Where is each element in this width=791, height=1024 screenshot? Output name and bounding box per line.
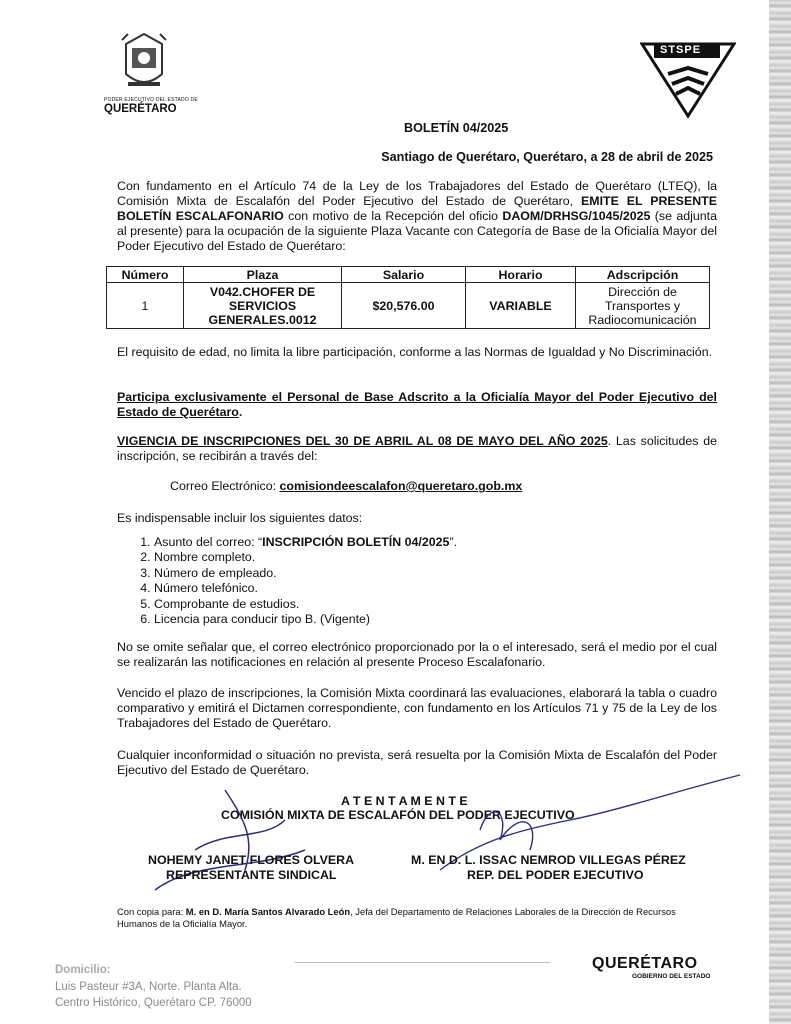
signature-scribble-left bbox=[135, 780, 335, 900]
age-requirement: El requisito de edad, no limita la libre participación, conforme a las Normas de Igualdad y No Discriminación. bbox=[117, 345, 713, 359]
vacancy-table bbox=[106, 266, 710, 329]
footer-logo-subtitle: GOBIERNO DEL ESTADO bbox=[632, 973, 711, 980]
column-header: Horario bbox=[466, 267, 576, 283]
column-header: Número bbox=[107, 267, 184, 283]
cell-adscripcion: Dirección de Transportes y Radiocomunicación bbox=[576, 283, 710, 329]
cc-pre: Con copia para: bbox=[117, 906, 186, 917]
list-item: 5. Comprobante de estudios. bbox=[154, 597, 457, 612]
coat-of-arms-logo bbox=[118, 30, 170, 96]
table-header-row bbox=[107, 267, 710, 283]
intro-paragraph bbox=[117, 179, 717, 254]
left-signatory-name: NOHEMY JANET FLORES OLVERA bbox=[148, 853, 355, 867]
cc-recipient: M. en D. María Santos Alvarado León bbox=[185, 906, 351, 917]
bulletin-title: BOLETÍN 04/2025 bbox=[404, 121, 509, 135]
logo-name: QUERÉTARO bbox=[104, 103, 177, 115]
intro-text-2: con motivo de la Recepción del oficio bbox=[283, 209, 503, 223]
evaluation-paragraph: Vencido el plazo de inscripciones, la Comisión Mixta coordinará las evaluaciones, elaborará la tabla o cuadro comparativo y emitirá el Dictamen correspondiente, con fundamento en los Artículos 71 y 75 de la Ley de los Trabajadores del Estado de Querétaro. bbox=[117, 686, 717, 730]
data-intro: Es indispensable incluir los siguientes datos: bbox=[117, 511, 363, 525]
right-signatory-name: M. EN D. L. ISSAC NEMROD VILLEGAS PÉREZ bbox=[411, 853, 686, 867]
atentamente: A T E N T A M E N T E bbox=[341, 794, 468, 808]
right-signatory-role: REP. DEL PODER EJECUTIVO bbox=[467, 868, 644, 882]
scan-edge-artifact bbox=[769, 0, 791, 1024]
item1-bold: INSCRIPCIÓN BOLETÍN 04/2025 bbox=[262, 535, 450, 549]
vigencia-paragraph bbox=[117, 434, 717, 464]
participation-period: . bbox=[238, 405, 243, 419]
footer-address-line-1: Luis Pasteur #3A, Norte. Planta Alta. bbox=[55, 981, 242, 993]
commission-name: COMISIÓN MIXTA DE ESCALAFÓN DEL PODER EJECUTIVO bbox=[221, 808, 575, 822]
list-item: 3. Número de empleado. bbox=[154, 566, 457, 581]
list-item: 2. Nombre completo. bbox=[154, 550, 457, 565]
participation-text: Participa exclusivamente el Personal de Base Adscrito a la Oficialía Mayor del Poder Ejecutivo del Estado de Querétaro bbox=[117, 390, 717, 419]
email-label: Correo Electrónico: bbox=[170, 479, 280, 493]
vigencia-rest: . Las solicitudes de inscripción, se recibirán a través del: bbox=[117, 434, 717, 463]
item1-post: ”. bbox=[449, 535, 458, 549]
cc-post: , Jefa del Departamento de Relaciones Laborales de la Dirección de Recursos Humanos de la Oficialía Mayor. bbox=[117, 906, 676, 929]
nonconformity-paragraph: Cualquier inconformidad o situación no prevista, será resuelta por la Comisión Mixta de Escalafón del Poder Ejecutivo del Estado de Querétaro. bbox=[117, 748, 717, 777]
footer-address-line-2: Centro Histórico, Querétaro CP. 76000 bbox=[55, 997, 252, 1009]
intro-text-1: Con fundamento en el Artículo 74 de la Ley de los Trabajadores del Estado de Querétaro (LTEQ), la Comisión Mixta de Escalafón del Poder Ejecutivo del Estado de Querétaro, bbox=[117, 179, 717, 208]
footer-domicilio-label: Domicilio: bbox=[55, 964, 111, 976]
cc-note bbox=[117, 906, 717, 930]
column-header: Adscripción bbox=[576, 267, 710, 283]
cell-numero: 1 bbox=[107, 283, 184, 329]
footer-logo-name: QUERÉTARO bbox=[592, 955, 698, 972]
left-signatory-role: REPRESENTANTE SINDICAL bbox=[166, 868, 337, 882]
participation-statement bbox=[117, 390, 717, 420]
stspe-logo-text: STSPE bbox=[660, 44, 702, 56]
requirements-list bbox=[132, 535, 457, 627]
email-link[interactable]: comisiondeescalafon@queretaro.gob.mx bbox=[279, 479, 523, 493]
place-date: Santiago de Querétaro, Querétaro, a 28 de abril de 2025 bbox=[381, 150, 713, 164]
list-item: 6. Licencia para conducir tipo B. (Vigente) bbox=[154, 612, 457, 627]
email-line bbox=[170, 479, 522, 493]
cell-horario: VARIABLE bbox=[466, 283, 576, 329]
vigencia-dates: VIGENCIA DE INSCRIPCIONES DEL 30 DE ABRIL AL 08 DE MAYO DEL AÑO 2025 bbox=[117, 434, 608, 448]
list-item: 4. Número telefónico. bbox=[154, 581, 457, 596]
item1-pre: Asunto del correo: “ bbox=[154, 535, 263, 549]
intro-bold-oficio: DAOM/DRHSG/1045/2025 bbox=[502, 209, 651, 223]
cell-salario: $20,576.00 bbox=[342, 283, 466, 329]
column-header: Plaza bbox=[184, 267, 342, 283]
intro-bold-emite: EMITE EL PRESENTE BOLETÍN ESCALAFONARIO bbox=[117, 194, 717, 223]
list-item bbox=[154, 535, 457, 550]
footer-divider bbox=[295, 962, 550, 963]
column-header: Salario bbox=[342, 267, 466, 283]
logo-caption: PODER EJECUTIVO DEL ESTADO DE bbox=[104, 97, 198, 103]
table-row bbox=[107, 283, 710, 329]
cell-plaza: V042.CHOFER DE SERVICIOS GENERALES.0012 bbox=[184, 283, 342, 329]
intro-text-3: (se adjunta al presente) para la ocupación de la siguiente Plaza Vacante con Categoría de Base de la Oficialía Mayor del Poder Ejecutivo del Estado de Querétaro: bbox=[117, 209, 717, 253]
notice-email: No se omite señalar que, el correo electrónico proporcionado por la o el interesado, será el medio por el cual se realizarán las notificaciones en relación al presente Proceso Escalafonario. bbox=[117, 640, 717, 669]
